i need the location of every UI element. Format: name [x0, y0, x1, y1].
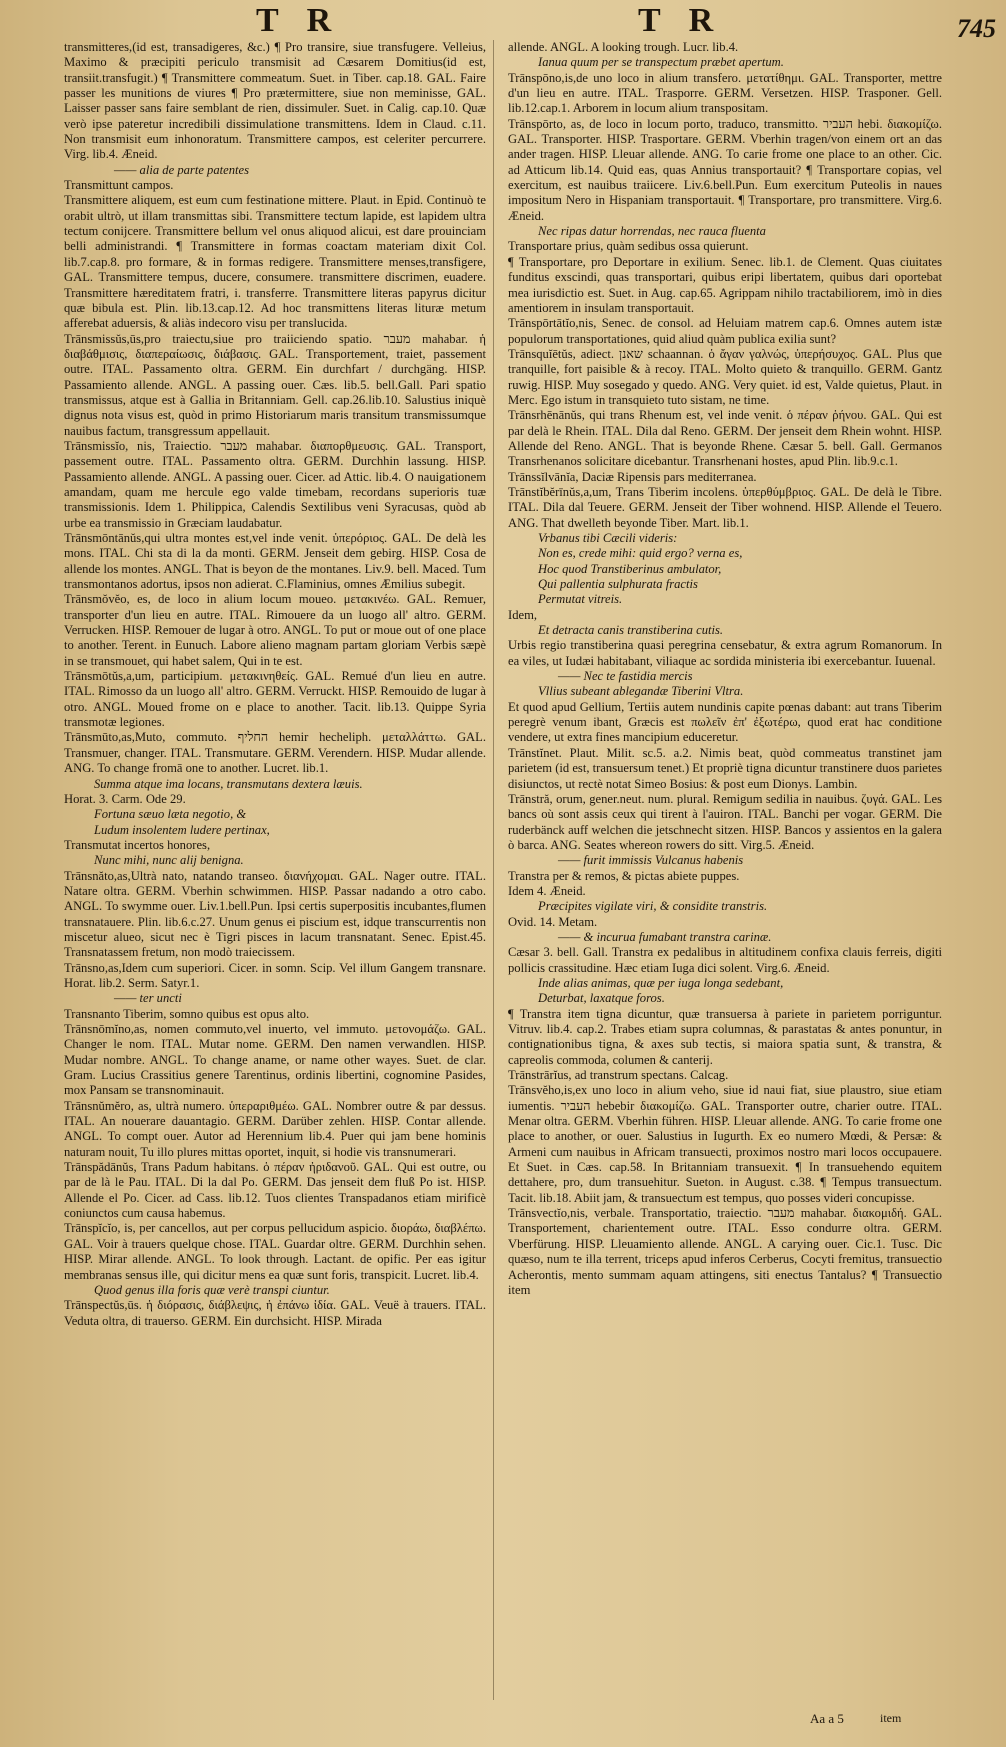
dictionary-entry: Idem 4. Æneid. — [508, 883, 586, 898]
right-column — [500, 40, 942, 1730]
dictionary-entry: Trānsno,as,Idem cum superiori. Cicer. in somn. Scip. Vel illum Gangem transnare. Horat. lib.2. Serm. Satyr.1. — [64, 960, 486, 990]
dictionary-entry: Trānstĭnet. Plaut. Milit. sc.5. a.2. Nimis beat, quòd commeatus transtinet jam parietem (id est, transuersum tenet.) Et propriè tigna dicuntur transtinere duos parietes disiunctos, ut rectè notat Simeo Bosius: & post eum Dionys. Lambin. — [508, 745, 942, 791]
dictionary-entry: Trānsvectĭo,nis, verbale. Transportatio, traiectio. ‎מעבר‏ mahabar. διακομιδή. GAL. Transportement, charientement outre. ITAL. Esso condurre oltra. GERM. Vberfürung. HISP. Lleuamiento allende. ANGL. A carying ouer. Cic.1. Tusc. Dic quæso, num te illa terrent, triceps apud inferos Cerberus, Cocyti fremitus, transuectio Acherontis, mento summam aquam attingens, siti enectus Tantalus? ¶ Transuectio item — [508, 1206, 942, 1297]
dictionary-entry: Transmittere aliquem, est eum cum festinatione mittere. Plaut. in Epid. Continuò te orabit ultrò, ut illam transmittas sibi. Transmittere tectum lapide, est lapidem ultra tectum conijcere. Transmittere bellum vel onus aliquod alicui, est dare prouinciam belli administrandi. ¶ Transmittere in formas coactam materiam dixit Col. lib.7.cap.8. pro formare, & in formas redigere. Transmittere menses,transfigere, GAL. Transmittere tempus, ducere, consumere. transmittere discrimen, euadere. Transmittere hæreditatem fratri, i. transferre. Transmittere literas papyrus dicitur quæ bibula est. Plin. lib.13.cap.12. Ad hoc transmittens literas lituræ metum afferebat aduersis, & aliàs indecoro visu per translucida. — [64, 193, 486, 331]
dictionary-entry: Transmutat incertos honores, — [64, 837, 211, 852]
dictionary-entry: Idem, — [508, 607, 538, 622]
dictionary-entry: Ovid. 14. Metam. — [508, 914, 598, 929]
dictionary-entry: Trānsnōmĭno,as, nomen commuto,vel inuerto, vel immuto. μετονομάζω. GAL. Changer le nom. ITAL. Mutar nome. GERM. Den namen verwandlen. HISP. Mudar nombre. ANGL. To change aname, or name other wayes. Suet. de clar. Gram. Lucius Crassitius genere Tarentinus, ordinis libertini, cognomine Pasides, mox Pansam se transnominauit. — [64, 1022, 486, 1098]
dictionary-entry: Trānsnŭmĕro, as, ultrà numero. ὑπεραριθμέω. GAL. Nombrer outre & par dessus. ITAL. An nouerare dauantagio. GERM. Darüber zehlen. HISP. Contar allende. ANGL. To compt ouer. Autor ad Herennium lib.4. Puer qui jam bene hominis naturam nouit, Tu illo plures mittas oportet, inquit, si hodie vis transnumerari. — [64, 1098, 486, 1159]
dictionary-entry: transmitteres,(id est, transadigeres, &c.) ¶ Pro transire, siue transfugere. Velleius, Maximo & præcipiti periculo transmisit ad Cæsarem Domitius(id est, transiit.transfugit.) ¶ Transmittere commeatum. Suet. in Tiber. cap.18. GAL. Faire passer les munitions de viures ¶ Pro prætermittere, siue non meminisse, GAL. Laisser passer sans faire semblant de rien, dissimuler. Suet. in Calig. cap.10. Quæ verò ipse pateretur incredibili dissimulatione transmittens. Idem in Claud. c.11. Non transmisit eum inhonoratum. Transmittere campos, est celeriter percurrere. Virg. lib.4. Æneid. — [64, 40, 486, 162]
dictionary-entry: Transtra per & remos, & pictas abiete puppes. — [508, 868, 740, 883]
dictionary-entry: Trānsmŏvĕo, es, de loco in alium locum moueo. μετακινέω. GAL. Remuer, transporter d'un lieu en autre. ITAL. Rimouere da un luogo all' altro. GERM. Verrucken. HISP. Remouer de lugar à otro. ANGL. To put or moue out of one place to another. Terent. in Eunuch. Labore alieno magnam partam gloriam Verbis sæpè in se transmouet, qui habet salem, Qui in te est. — [64, 592, 486, 668]
dictionary-entry: Trānsvĕho,is,ex uno loco in alium veho, siue id naui fiat, siue plaustro, siue etiam iumentis. ‎העביר‏ hebebir διακομίζω. GAL. Transporter outre, charier outre. ITAL. Menar oltra. GERM. Vberhin führen. HISP. Lleuar allende. ANG. To carie frome one place to another, or ouer. Salustius in Iugurth. Ex eo numero Mœdi, & Persæ: & Armeni cum nauibus in Africam transuecti, proximos nostro mari locos occupauere. Et Suet. in Cæs. cap.58. In Britanniam transuexit. ¶ In transuehendo equitem dettahere, pro, dum transuehitur. Sueton. in August. c.38. ¶ Tempus transuectum. Tacit. lib.18. Abiit jam, & transuectum est tempus, quo posses videri concupisse. — [508, 1083, 942, 1205]
dictionary-entry: Transportare prius, quàm sedibus ossa quierunt. — [508, 239, 749, 254]
quotation-line: Præcipites vigilate viri, & considite transtris. — [538, 899, 768, 914]
quotation-line: —— Nec te fastidia mercis — [558, 669, 693, 684]
dictionary-entry: Trānssĭlvānĭa, Daciæ Ripensis pars mediterranea. — [508, 469, 757, 484]
quotation-line: Et detracta canis transtiberina cutis. — [538, 623, 724, 638]
dictionary-entry: ¶ Transtra item tigna dicuntur, quæ transuersa à pariete in parietem porriguntur. Vitruv. lib.4. cap.2. Trabes etiam supra columnas, & parastatas & antes ponuntur, in contignationibus tigna, & axes sub tectis, si maiora spatia sunt, & transtra, & capreolis commoda, columen & canterij. — [508, 1006, 942, 1067]
dictionary-entry: Trānspădānŭs, Trans Padum habitans. ὁ πέραν ἠριδανοῦ. GAL. Qui est outre, ou par de là le Pau. ITAL. Di la dal Po. GERM. Das jenseit dem fluß Po ist. HISP. Allende el Po. Cicer. ad Cass. lib.12. Tuos clientes Transpadanos etiam mirificè coniunctos cum causa habemus. — [64, 1160, 486, 1221]
page-number: 745 — [957, 14, 996, 43]
dictionary-entry: Trānsnăto,as,Ultrà nato, natando transeo. διανήχομαι. GAL. Nager outre. ITAL. Natare oltra. GERM. Vberhin schwimmen. HISP. Passar nadando a otro cabo. ANGL. To swymme ouer. Liv.1.bell.Pun. Ipsi certis superpositis incubantes,flumen transnatauere. Plin. lib.6.c.27. Unum genus ei piscium est, idque transcurrentis non miscetur alueo, sicut nec è Tigri pisces in lacum transnatant. Senec. Epist.45. Transnatassem fretum, non modò traiecissem. — [64, 868, 486, 960]
dictionary-entry: Trānsmūto,as,Muto, commuto. ‎החליף‏ hemir hecheliph. μεταλλάττω. GAL. Transmuer, changer. ITAL. Transmutare. GERM. Verendern. HISP. Mudar allende. ANG. To change fromā one to another. Lucret. lib.1. — [64, 730, 486, 776]
quotation-line: Ludum insolentem ludere pertinax, — [94, 822, 270, 837]
dictionary-entry: Et quod apud Gellium, Tertiis autem nundinis capite pœnas dabant: aut trans Tiberim peregrè venum ibant, Græcis est πωλεῖν ἐπ' ἐξωτέρω, quod erat hac conditione vendere, ut extra fines mancipium educeretur. — [508, 699, 942, 745]
quotation-line: Ianua quum per se transpectum præbet apertum. — [538, 55, 784, 70]
quotation-line: Inde alias animas, quæ per iuga longa sedebant, — [538, 975, 784, 990]
dictionary-entry: Trānsmōntānŭs,qui ultra montes est,vel inde venit. ὑπερόριος. GAL. De delà les mons. ITAL. Chi sta di la da monti. GERM. Jenseit dem gebirg. HISP. Cosa de allende los montes. ANGL. That is beyon de the montanes. Liv.9. bell. Maced. Tum transmontanos adortus, ipsos non adierat. C.Flaminius, omnes Æmilius subegit. — [64, 531, 486, 592]
catchword: item — [880, 1711, 902, 1725]
column-divider — [493, 40, 494, 1700]
quotation-line: Vllius subeant ablegandæ Tiberini Vltra. — [538, 684, 744, 699]
quotation-line: —— furit immissis Vulcanus habenis — [558, 853, 744, 868]
dictionary-entry: Trānspōrto, as, de loco in locum porto, traduco, transmitto. ‎העביר‏ hebi. διακομίζω. GAL. Transporter. HISP. Trasportare. GERM. Vberhin tragen/von einem ort an das ander tragen. HISP. Lleuar allende. ANG. To carie frome one place to an other. Cic. ad Atticum lib.14. Quid eas, quas Annius transportauit? ¶ Transportare copias, vel exercitum, est nauibus traiicere. Liv.6.bell.Pun. Eum exercitum Puteolis in naues impositum Nero in Hispaniam transportauit. ¶ Transportare, pro transmittere. Virg.6. Æneid. — [508, 116, 942, 223]
dictionary-entry: Trānstră, orum, gener.neut. num. plural. Remigum sedilia in nauibus. ζυγά. GAL. Les bancs où sont assis ceux qui tirent à l'auiron. ITAL. Banchi per vogar. GERM. Die ruderbänck auff welchen die jetschnecht sitzen. HISP. Bancos y assientos en la galera ò barca. ANG. Seates whereon rowers do sitt. Virg.5. Æneid. — [508, 791, 942, 852]
page-header — [0, 0, 1006, 43]
signature-mark: Aa a 5 — [810, 1711, 844, 1726]
quotation-line: Non es, crede mihi: quid ergo? verna es, — [538, 546, 743, 561]
left-column — [56, 40, 486, 1730]
dictionary-entry: Transnanto Tiberim, somno quibus est opus alto. — [64, 1006, 310, 1021]
quotation-line: Qui pallentia sulphurata fractis — [538, 577, 698, 592]
quotation-line: Nunc mihi, nunc alij benigna. — [94, 853, 244, 868]
quotation-line: —— ter uncti — [114, 991, 182, 1006]
dictionary-entry: Horat. 3. Carm. Ode 29. — [64, 791, 186, 806]
running-head-left: T R — [256, 2, 342, 39]
dictionary-entry: allende. ANGL. A looking trough. Lucr. lib.4. — [508, 40, 739, 54]
quotation-line: Vrbanus tibi Cæcili videris: — [538, 531, 678, 545]
dictionary-entry: Trānsmissŭs,ūs,pro traiectu,siue pro traiiciendo spatio. ‎מעבר‏ mahabar. ἡ διαβάθμισις, διαπεραίωσις, διάβασις. GAL. Transportement, traiet, passement outre. ITAL. Passamento oltra. GERM. Ein durchfart / durchgäng. HISP. Passamiento allende. ANGL. A passing ouer. Cæs. lib.5. bell.Gall. Pari spatio transmissus, atque est à Gallia in Britanniam. Gell. cap.26.lib.10. Salustius iniquè dignus nota visus est, quòd in primo Historiarum maris transitum transmissumque nauibus factum, transgressum appellauit. — [64, 331, 486, 438]
quotation-line: Quod genus illa foris quæ verè transpi ciuntur. — [94, 1282, 330, 1297]
running-head-right: T R — [638, 2, 724, 39]
dictionary-entry: Transmittunt campos. — [64, 178, 174, 193]
dictionary-entry: Trānsquĭētŭs, adiect. ‎שאנן‏ schaannan. ὁ ἄγαν γαλνώς, ὑπερήσυχος. GAL. Plus que tranquille, fort paisible & à recoy. ITAL. Molto quieto & tranquillo. GERM. Gantz ruwig. HISP. Muy sosegado y quedo. ANG. Very quiet. id est, Valde quietus, Plaut. in Merc. Ego istum in transquieto tuto sistam, ne time. — [508, 346, 942, 407]
quotation-line: Deturbat, laxatque foros. — [538, 991, 665, 1006]
dictionary-entry: Trānstrārĭus, ad transtrum spectans. Calcag. — [508, 1068, 729, 1083]
quotation-line: Permutat vitreis. — [538, 592, 623, 607]
dictionary-entry: Trānsmissĭo, nis, Traiectio. ‎מעבר‏ mahabar. διαπορθμευσις. GAL. Transport, passement outre. ITAL. Passamento oltra. GERM. Durchhin lassung. HISP. Passamiento allende. ANGL. A passing ouer. Cicer. ad Attic. lib.4. O nauigationem amandam, quam me hercule ego valde timebam, recordans superioris tuæ transmissionis. Idem 1. Philippica, Calendis Sextilibus veni Syracusas, quòd ab urbe ea transmissio in Græciam laudabatur. — [64, 438, 486, 530]
quotation-line: Fortuna sæuo læta negotio, & — [94, 807, 247, 822]
quotation-line: —— & incurua fumabant transtra carinæ. — [558, 929, 772, 944]
dictionary-entry: Trānspĭcĭo, is, per cancellos, aut per corpus pellucidum aspicio. διοράω, διαβλέπω. GAL. Voir à trauers quelque chose. ITAL. Guardar oltre. GERM. Durchhin sehen. HISP. Mirar allende. ANGL. To look through. Lactant. de opific. Per eas igitur membranas sensus ille, qui dicitur mens ea quæ sunt foris, transpicit. Lucret. lib.4. — [64, 1221, 486, 1282]
dictionary-entry: Cæsar 3. bell. Gall. Transtra ex pedalibus in altitudinem confixa clauis ferreis, digiti pollicis crassitudine. Hæc etiam Iuga dici solent. Virg.6. Æneid. — [508, 945, 942, 975]
dictionary-entry: Trānspectŭs,ūs. ἡ διόρασις, διάβλεψις, ἡ ἐπάνω ἰδία. GAL. Veuë à trauers. ITAL. Veduta oltra, di trauerso. GERM. Ein durchsicht. HISP. Mirada — [64, 1298, 486, 1328]
quotation-line: Nec ripas datur horrendas, nec rauca fluenta — [538, 224, 766, 239]
quotation-line: Summa atque ima locans, transmutans dextera læuis. — [94, 776, 363, 791]
dictionary-entry: Trānstĭbĕrīnŭs,a,um, Trans Tiberim incolens. ὑπερθύμβριος. GAL. De delà le Tibre. ITAL. Dila dal Teuere. GERM. Jenseit der Tiber wohnend. HISP. Allende el Teuero. ANG. That dwelleth beyonde Tiber. Mart. lib.1. — [508, 484, 942, 530]
dictionary-entry: ¶ Transportare, pro Deportare in exilium. Senec. lib.1. de Clement. Quas ciuitates funditus exscindi, quas transportari, quibus eripi libertatem, quibus dari oportebat mea iurisdictio est. Suet. in Aug. cap.65. Agrippam nihilo tractabiliorem, imò in dies amentiorem in insulam transportauit. — [508, 254, 942, 315]
quotation-line: —— alia de parte patentes — [114, 162, 250, 177]
dictionary-entry: Trānspōno,is,de uno loco in alium transfero. μετατίθημι. GAL. Transporter, mettre d'un lieu en autre. ITAL. Trasporre. GERM. Versetzen. HISP. Trasponer. Gell. lib.12.cap.1. Arborem in locum alium transpositam. — [508, 70, 942, 116]
dictionary-entry: Trānsmōtŭs,a,um, participium. μετακινηθείς. GAL. Remué d'un lieu en autre. ITAL. Rimosso da un luogo all' altro. GERM. Verruckt. HISP. Remouido de lugar à otro. ANGL. Moued frome on e place to another. Tacit. lib.13. Quippe Syria transmotæ legiones. — [64, 669, 486, 730]
dictionary-entry: Urbis regio transtiberina quasi peregrina censebatur, & extra agrum Romanorum. In ea viles, ut Iudæi habitabant, viliaque ac sordida ministeria ibi exercebantur. Iuuenal. — [508, 638, 942, 668]
dictionary-entry: Trānspōrtātĭo,nis, Senec. de consol. ad Heluiam matrem cap.6. Omnes autem istæ populorum transportationes, quid aliud quàm publica exilia sunt? — [508, 316, 942, 346]
dictionary-entry: Trānsrhēnānŭs, qui trans Rhenum est, vel inde venit. ὁ πέραν ῥήνου. GAL. Qui est par delà le Rhein. ITAL. Dila dal Reno. GERM. Der jenseit dem Rhein wohnt. HISP. Allende del Reno. ANGL. That is beyonde Rhene. Cæsar 5. bell. Gall. Germanos Transrhenanos solicitare dicebantur. Transrhenani hostes, apud Plin. lib.9.c.1. — [508, 408, 942, 469]
quotation-line: Hoc quod Transtiberinus ambulator, — [538, 561, 722, 576]
